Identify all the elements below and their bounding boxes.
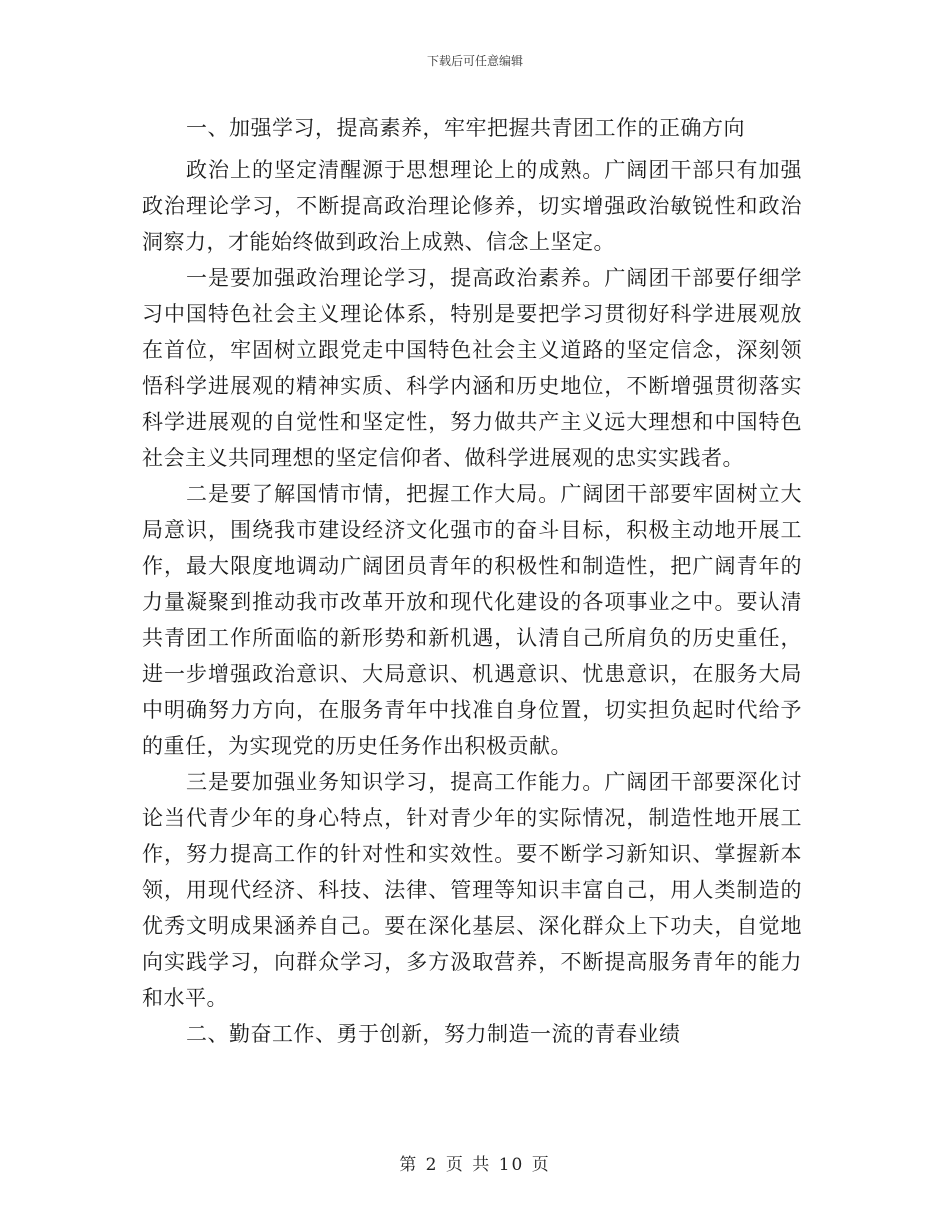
page-header: 下载后可任意编辑 xyxy=(426,54,523,68)
section-heading-2: 二、勤奋工作、勇于创新，努力制造一流的青春业绩 xyxy=(186,1022,681,1046)
paragraph-2: 一是要加强政治理论学习，提高政治素养。广阔团干部要仔细学习中国特色社会主义理论体系，特别是要把学习贯彻好科学进展观放在首位，牢固树立跟党走中国特色社会主义道路的坚定信念，深刻领悟科学进展观的精神实质、科学内涵和历史地位，不断增强贯彻落实科学进展观的自觉性和坚定性，努力做共产主义远大理想和中国特色社会主义共同理想的坚定信仰者、做科学进展观的忠实实践者。 xyxy=(142,266,802,470)
section-heading-1: 一、加强学习，提高素养，牢牢把握共青团工作的正确方向 xyxy=(186,116,745,140)
paragraph-3: 二是要了解国情市情，把握工作大局。广阔团干部要牢固树立大局意识，围绕我市建设经济文化强市的奋斗目标，积极主动地开展工作，最大限度地调动广阔团员青年的积极性和制造性，把广阔青年的力量凝聚到推动我市改革开放和现代化建设的各项事业之中。要认清共青团工作所面临的新形势和新机遇，认清自己所肩负的历史重任，进一步增强政治意识、大局意识、机遇意识、忧患意识，在服务大局中明确努力方向，在服务青年中找准自身位置，切实担负起时代给予的重任，为实现党的历史任务作出积极贡献。 xyxy=(142,482,802,758)
document-body xyxy=(142,110,802,1052)
page-number-footer: 第 2 页 共 10 页 xyxy=(399,1155,551,1175)
paragraph-4: 三是要加强业务知识学习，提高工作能力。广阔团干部要深化讨论当代青少年的身心特点，针对青少年的实际情况，制造性地开展工作，努力提高工作的针对性和实效性。要不断学习新知识、掌握新本领，用现代经济、科技、法律、管理等知识丰富自己，用人类制造的优秀文明成果涵养自己。要在深化基层、深化群众上下功夫，自觉地向实践学习，向群众学习，多方汲取营养，不断提高服务青年的能力和水平。 xyxy=(142,770,802,1010)
paragraph-1: 政治上的坚定清醒源于思想理论上的成熟。广阔团干部只有加强政治理论学习，不断提高政治理论修养，切实增强政治敏锐性和政治洞察力，才能始终做到政治上成熟、信念上坚定。 xyxy=(142,158,802,254)
